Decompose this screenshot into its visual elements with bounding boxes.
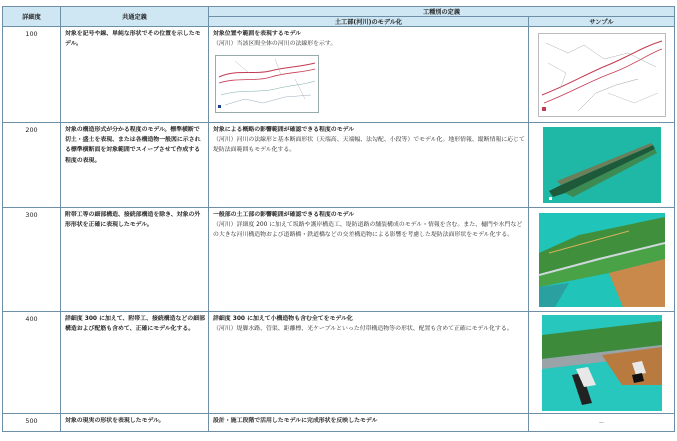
terrain-icon	[539, 213, 665, 307]
model-title: 詳細度 300 に加えて小構造物も含む全てをモデル化	[213, 316, 353, 322]
model-cell	[209, 208, 529, 312]
inline-map-figure	[215, 55, 319, 113]
level-cell: 200	[3, 123, 61, 208]
table-row	[3, 312, 675, 414]
definition-cell: 対象を記号や線、単純な形状でその位置を示したモデル。	[61, 27, 209, 123]
table-row	[3, 123, 675, 208]
lod-definition-table	[2, 6, 675, 432]
model-description: （河川）当該区間全体の河川の法線形を示す。	[213, 41, 337, 48]
header-earthwork-model: 土工部(河川)のモデル化	[209, 17, 529, 27]
table-row	[3, 27, 675, 123]
model-cell	[209, 414, 529, 432]
header-sample: サンプル	[529, 17, 675, 27]
model-title: 対象による概略の影響範囲が確認できる程度のモデル	[213, 127, 355, 133]
level-cell: 400	[3, 312, 61, 414]
sample-cell	[529, 208, 675, 312]
level-cell: 500	[3, 414, 61, 432]
level-cell: 100	[3, 27, 61, 123]
model-description: （河川）詳細度 200 に加えて坂路や護岸構造工、堤防道路の舗装構成のモデル・情報を含む。また、樋門や水門などの大きな河川構造物および道路橋・鉄道橋などの交差構造物による影響を考慮した堤防法面形状をモデル化する。	[213, 222, 523, 239]
definition-cell: 対象の構造形式が分かる程度のモデル。標準横断で切土・盛土を表現、または各構造物一般図に示される標準横断面を対象範囲でスイープさせて作成する程度の表現。	[61, 123, 209, 208]
model-title: 対象位置や範囲を表現するモデル	[213, 31, 302, 37]
structure-icon	[542, 315, 662, 411]
levee-icon	[543, 127, 661, 203]
table-row	[3, 414, 675, 432]
table-row	[3, 208, 675, 312]
definition-cell: 詳細度 300 に加えて、附帯工、接続構造などの細部構造および配筋も含めて、正確にモデル化する。	[61, 312, 209, 414]
model-title: 一般部の土工部の影響範囲が確認できる程度のモデル	[213, 212, 355, 218]
model-title: 設計・施工段階で活用したモデルに完成形状を反映したモデル	[213, 418, 378, 424]
header-level: 詳細度	[3, 7, 61, 27]
model-description: （河川）河川の法線形と基本断面形状（天端高、天端幅、法勾配、小段等）でモデル化。地形情報、縦断情報に応じて堤防法面範囲もモデル化する。	[213, 137, 525, 154]
map-icon	[538, 33, 666, 117]
definition-cell: 対象の現実の形状を表現したモデル。	[61, 414, 209, 432]
model-cell	[209, 27, 529, 123]
sample-cell	[529, 123, 675, 208]
sample-cell	[529, 27, 675, 123]
header-by-work-type: 工種別の定義	[209, 7, 675, 17]
sample-cell-empty: －	[529, 414, 675, 432]
definition-cell: 附帯工等の細部構造、接続部構造を除き、対象の外形形状を正確に表現したモデル。	[61, 208, 209, 312]
level-cell: 300	[3, 208, 61, 312]
model-cell	[209, 312, 529, 414]
sample-cell	[529, 312, 675, 414]
header-common-definition: 共通定義	[61, 7, 209, 27]
model-cell	[209, 123, 529, 208]
model-description: （河川）堤脚水路、管渠、距離標、光ケーブルといった付帯構造物等の形状、配置も含めて正確にモデル化する。	[213, 326, 513, 333]
